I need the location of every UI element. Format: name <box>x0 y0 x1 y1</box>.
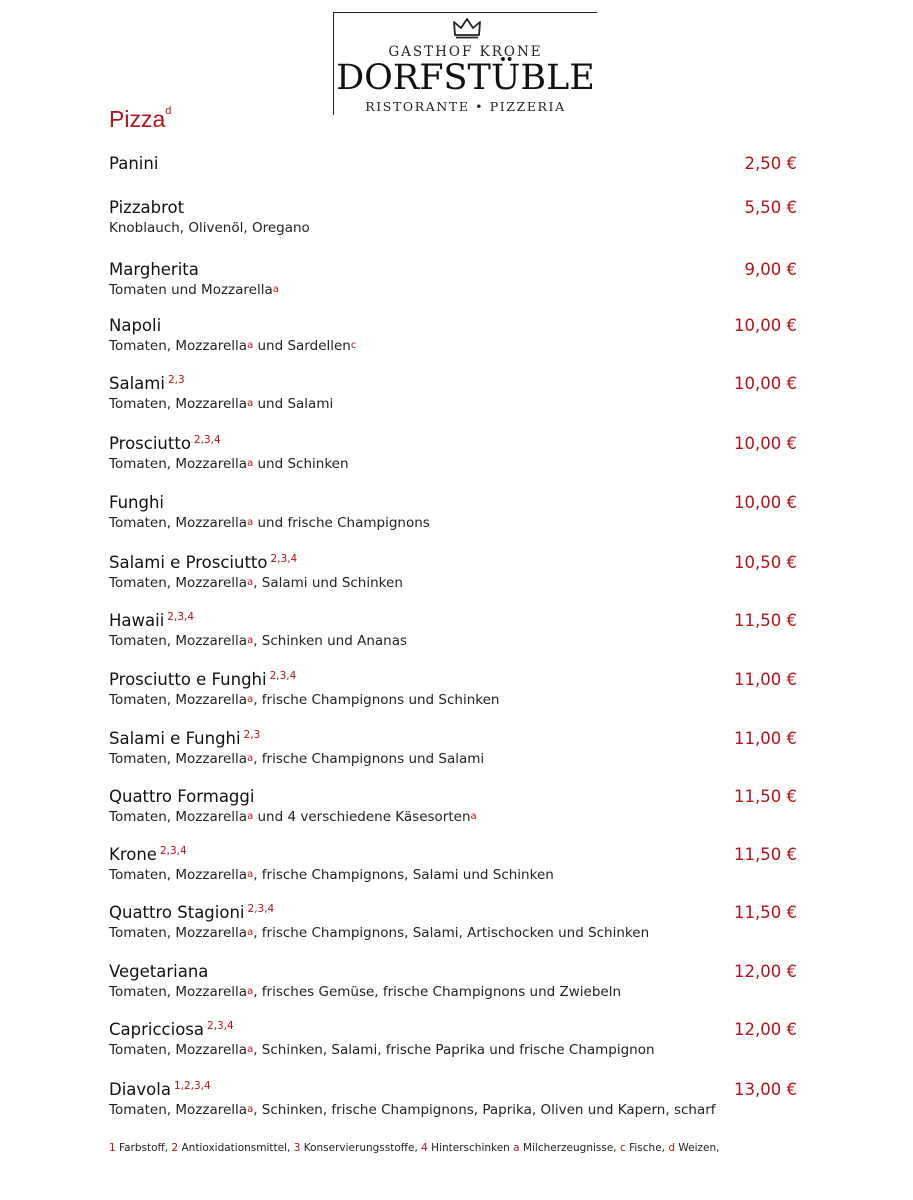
section-title-marker: d <box>165 105 172 118</box>
description-text: Tomaten, Mozzarella <box>109 1042 248 1058</box>
additive-markers: 2,3 <box>167 374 185 386</box>
description-text: Tomaten und Mozzarella <box>109 282 273 298</box>
item-price: 12,00 € <box>734 962 797 981</box>
item-name <box>109 316 161 335</box>
item-price: 10,00 € <box>734 493 797 512</box>
item-name-text: Vegetariana <box>109 962 209 981</box>
footnote-text: Antioxidationsmittel, <box>178 1142 294 1154</box>
item-description <box>109 984 621 1000</box>
item-description <box>109 220 310 236</box>
additive-markers: 2,3 <box>243 729 261 741</box>
additive-markers: 2,3,4 <box>159 845 187 857</box>
allergen-marker: a <box>247 694 254 705</box>
footnote-marker: d <box>668 1142 676 1154</box>
description-text: , frische Champignons und Salami <box>253 751 485 767</box>
logo-line-name: DORFSTÜBLE <box>336 58 595 98</box>
item-name <box>109 260 199 279</box>
item-price: 9,00 € <box>744 260 797 279</box>
item-name-text: Funghi <box>109 493 165 512</box>
item-name-text: Capricciosa <box>109 1020 205 1039</box>
item-name <box>109 962 208 981</box>
footnote-marker: a <box>513 1142 520 1154</box>
item-name <box>109 729 260 748</box>
item-name-text: Quattro Formaggi <box>109 787 255 806</box>
item-description <box>109 456 349 472</box>
item-price: 5,50 € <box>744 198 797 217</box>
item-description <box>109 515 430 531</box>
description-text: , frische Champignons und Schinken <box>253 692 500 708</box>
item-name <box>109 903 274 922</box>
item-price: 10,00 € <box>734 374 797 393</box>
description-text: , frisches Gemüse, frische Champignons und Zwiebeln <box>253 984 622 1000</box>
footnote-text: Farbstoff, <box>115 1142 172 1154</box>
additive-markers: 2,3,4 <box>193 434 221 446</box>
additive-markers: 2,3,4 <box>247 903 275 915</box>
description-text: und frische Champignons <box>253 515 430 531</box>
description-text: Tomaten, Mozzarella <box>109 809 248 825</box>
description-text: Tomaten, Mozzarella <box>109 925 248 941</box>
logo-line-gasthof: GASTHOF KRONE <box>388 44 543 60</box>
item-name <box>109 154 158 173</box>
item-name <box>109 845 187 864</box>
allergen-marker: a <box>247 398 254 409</box>
section-title <box>109 106 171 133</box>
item-name <box>109 374 185 393</box>
item-name <box>109 1080 211 1099</box>
allergen-marker: a <box>247 811 254 822</box>
allergen-marker: a <box>272 284 279 295</box>
description-text: , frische Champignons, Salami und Schinken <box>253 867 554 883</box>
footnote-marker: 3 <box>293 1142 301 1154</box>
item-description <box>109 1042 655 1058</box>
description-text: Tomaten, Mozzarella <box>109 984 248 1000</box>
item-name <box>109 434 221 453</box>
item-description <box>109 396 333 412</box>
item-description <box>109 282 279 298</box>
description-text: Tomaten, Mozzarella <box>109 751 248 767</box>
item-name-text: Pizzabrot <box>109 198 185 217</box>
footnote-marker: 2 <box>171 1142 179 1154</box>
description-text: Tomaten, Mozzarella <box>109 456 248 472</box>
item-name-text: Diavola <box>109 1080 171 1099</box>
allergen-marker: a <box>247 869 254 880</box>
allergen-marker: a <box>247 635 254 646</box>
description-text: und 4 verschiedene Käsesorten <box>253 809 471 825</box>
description-text: und Salami <box>253 396 334 412</box>
item-name-text: Margherita <box>109 260 199 279</box>
allergen-marker: a <box>247 577 254 588</box>
item-name <box>109 670 296 689</box>
description-text: und Sardellen <box>253 338 351 354</box>
allergen-marker: a <box>247 1044 254 1055</box>
restaurant-logo <box>333 12 597 115</box>
item-description <box>109 633 407 649</box>
item-price: 11,00 € <box>734 729 797 748</box>
item-description <box>109 925 649 941</box>
item-description <box>109 338 356 354</box>
item-price: 11,50 € <box>734 845 797 864</box>
allergen-marker: a <box>247 517 254 528</box>
item-name <box>109 611 194 630</box>
allergen-marker: a <box>247 753 254 764</box>
additive-markers: 2,3,4 <box>270 553 298 565</box>
item-name-text: Salami <box>109 374 165 393</box>
item-price: 10,50 € <box>734 553 797 572</box>
logo-line-subtitle: RISTORANTE • PIZZERIA <box>365 99 566 114</box>
description-text: , Schinken, frische Champignons, Paprika, Oliven und Kapern, scharf <box>253 1102 716 1118</box>
item-price: 13,00 € <box>734 1080 797 1099</box>
allergen-marker: a <box>247 1104 254 1115</box>
item-price: 11,00 € <box>734 670 797 689</box>
item-price: 10,00 € <box>734 434 797 453</box>
footnote-marker: c <box>620 1142 626 1154</box>
description-text: Tomaten, Mozzarella <box>109 633 248 649</box>
description-text: Tomaten, Mozzarella <box>109 575 248 591</box>
allergen-marker: c <box>350 340 357 351</box>
item-name-text: Salami e Funghi <box>109 729 241 748</box>
item-description <box>109 867 554 883</box>
description-text: Tomaten, Mozzarella <box>109 338 248 354</box>
footnote-text: Konservierungsstoffe, <box>300 1142 422 1154</box>
allergen-footnote <box>109 1142 719 1154</box>
item-description <box>109 692 499 708</box>
additive-markers: 2,3,4 <box>269 670 297 682</box>
item-name-text: Hawaii <box>109 611 165 630</box>
description-text: Tomaten, Mozzarella <box>109 515 248 531</box>
item-name <box>109 493 164 512</box>
item-description <box>109 751 484 767</box>
item-name <box>109 787 254 806</box>
item-price: 11,50 € <box>734 787 797 806</box>
item-name-text: Prosciutto <box>109 434 191 453</box>
allergen-marker: a <box>247 986 254 997</box>
footnote-marker: 1 <box>109 1142 116 1154</box>
item-name-text: Prosciutto e Funghi <box>109 670 267 689</box>
item-name-text: Krone <box>109 845 157 864</box>
item-price: 12,00 € <box>734 1020 797 1039</box>
crown-icon <box>452 17 482 39</box>
section-title-text: Pizza <box>109 106 166 132</box>
footnote-text: Milcherzeugnisse, <box>519 1142 620 1154</box>
item-name-text: Napoli <box>109 316 162 335</box>
footnote-marker: 4 <box>421 1142 428 1154</box>
description-text: , frische Champignons, Salami, Artischocken und Schinken <box>253 925 650 941</box>
item-name-text: Quattro Stagioni <box>109 903 245 922</box>
description-text: und Schinken <box>253 456 349 472</box>
additive-markers: 2,3,4 <box>207 1020 234 1032</box>
item-name <box>109 198 184 217</box>
item-description <box>109 1102 716 1118</box>
additive-markers: 1,2,3,4 <box>173 1080 211 1092</box>
description-text: Knoblauch, Olivenöl, Oregano <box>109 220 310 236</box>
item-description <box>109 809 477 825</box>
description-text: Tomaten, Mozzarella <box>109 396 248 412</box>
item-price: 2,50 € <box>744 154 797 173</box>
footnote-text: Fische, <box>625 1142 669 1154</box>
item-name-text: Panini <box>109 154 159 173</box>
item-description <box>109 575 403 591</box>
item-price: 11,50 € <box>734 611 797 630</box>
footnote-text: Weizen, <box>675 1142 720 1154</box>
item-name <box>109 553 297 572</box>
allergen-marker: a <box>470 811 477 822</box>
item-price: 11,50 € <box>734 903 797 922</box>
additive-markers: 2,3,4 <box>167 611 195 623</box>
allergen-marker: a <box>247 927 254 938</box>
description-text: , Schinken und Ananas <box>253 633 408 649</box>
footnote-text: Hinterschinken <box>427 1142 514 1154</box>
item-price: 10,00 € <box>734 316 797 335</box>
description-text: Tomaten, Mozzarella <box>109 692 248 708</box>
allergen-marker: a <box>247 340 254 351</box>
item-name <box>109 1020 234 1039</box>
description-text: , Salami und Schinken <box>253 575 403 591</box>
description-text: Tomaten, Mozzarella <box>109 1102 248 1118</box>
description-text: , Schinken, Salami, frische Paprika und frische Champignon <box>253 1042 655 1058</box>
description-text: Tomaten, Mozzarella <box>109 867 248 883</box>
allergen-marker: a <box>247 458 254 469</box>
item-name-text: Salami e Prosciutto <box>109 553 268 572</box>
